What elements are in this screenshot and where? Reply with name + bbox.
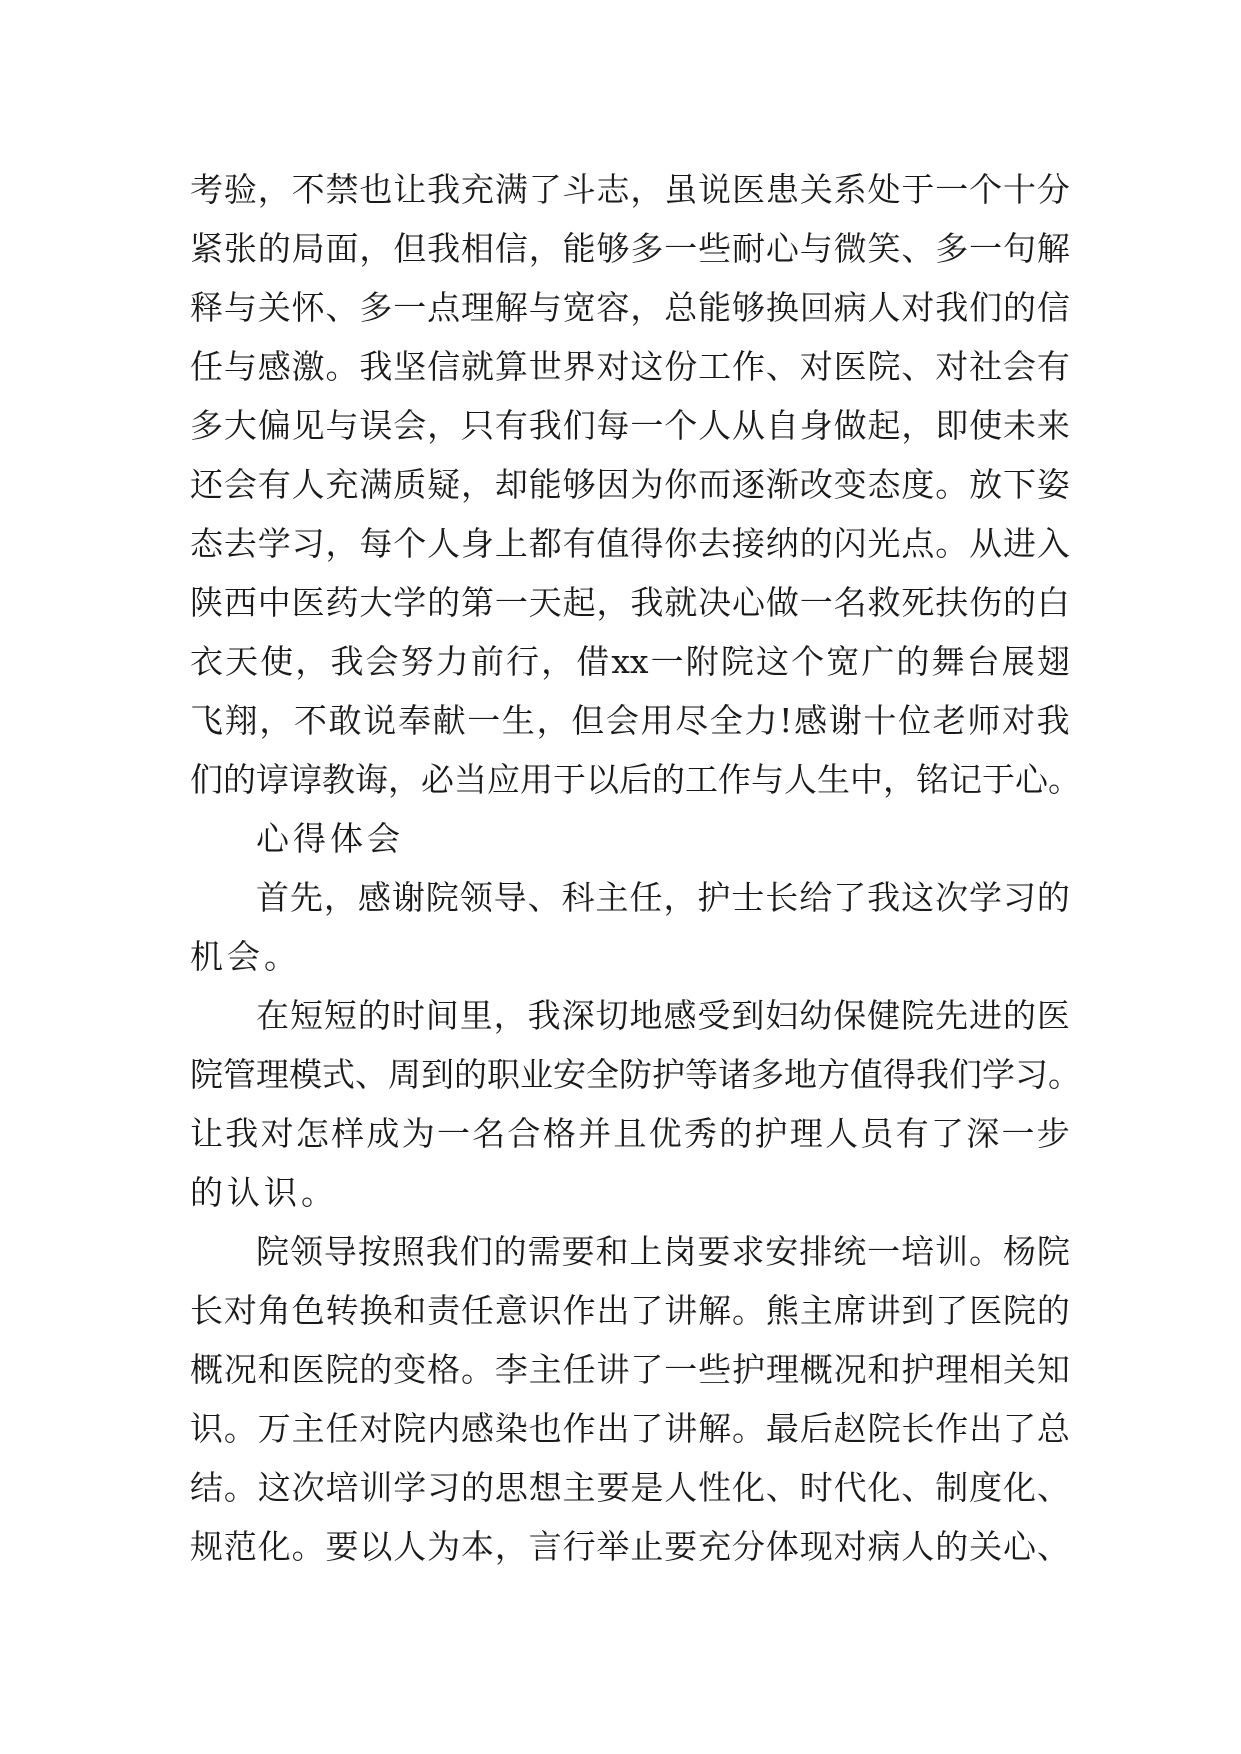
text-line: 识 。 万 主 任 对 院 内 感 染 也 作 出 了 讲 解 。 最 后 赵 院 长 作 出 了 总 — [190, 1409, 1070, 1448]
text-line: 院 领 导 按 照 我 们 的 需 要 和 上 岗 要 求 安 排 统 一 培 训 。 杨 院 — [256, 1232, 1070, 1271]
text-line: 在 短 短 的 时 间 里 ， 我 深 切 地 感 受 到 妇 幼 保 健 院 先 进 的 医 — [256, 996, 1070, 1035]
text-line: 考 验 ， 不 禁 也 让 我 充 满 了 斗 志 ， 虽 说 医 患 关 系 处 于 一 个 十 分 — [190, 170, 1070, 209]
text-line: 释 与 关 怀 、 多 一 点 理 解 与 宽 容 ， 总 能 够 换 回 病 人 对 我 们 的 信 — [190, 288, 1070, 327]
text-line: 态 去 学 习 ， 每 个 人 身 上 都 有 值 得 你 去 接 纳 的 闪 光 点 。 从 进 入 — [190, 524, 1070, 563]
text-line: 还 会 有 人 充 满 质 疑 ， 却 能 够 因 为 你 而 逐 渐 改 变 态 度 。 放 下 姿 — [190, 465, 1070, 504]
text-line: 飞 翔 ， 不 敢 说 奉 献 一 生 ， 但 会 用 尽 全 力 ! 感 谢 十 位 老 师 对 我 — [190, 701, 1070, 740]
text-line: 多 大 偏 见 与 误 会 ， 只 有 我 们 每 一 个 人 从 自 身 做 起 ， 即 使 未 来 — [190, 406, 1070, 445]
text-line: 让 我 对 怎 样 成 为 一 名 合 格 并 且 优 秀 的 护 理 人 员 有 了 深 一 步 — [190, 1114, 1070, 1153]
body-text — [190, 160, 1081, 1576]
text-line: 的认识。 — [190, 1173, 338, 1212]
text-line: 概 况 和 医 院 的 变 格 。 李 主 任 讲 了 一 些 护 理 概 况 和 护 理 相 关 知 — [190, 1350, 1070, 1389]
text-line: 长 对 角 色 转 换 和 责 任 意 识 作 出 了 讲 解 。 熊 主 席 讲 到 了 医 院 的 — [190, 1291, 1070, 1330]
text-line: 陕 西 中 医 药 大 学 的 第 一 天 起 ， 我 就 决 心 做 一 名 救 死 扶 伤 的 白 — [190, 583, 1070, 622]
text-line: 衣 天 使 ， 我 会 努 力 前 行 ， 借 xx 一 附 院 这 个 宽 广 的 舞 台 展 翅 — [190, 642, 1070, 681]
text-line: 院 管 理 模 式 、 周 到 的 职 业 安 全 防 护 等 诸 多 地 方 值 得 我 们 学 习 。 — [190, 1055, 1081, 1094]
text-line: 们 的 谆 谆 教 诲 ， 必 当 应 用 于 以 后 的 工 作 与 人 生 中 ， 铭 记 于 心 。 — [190, 760, 1081, 799]
text-line: 机会。 — [190, 937, 301, 976]
text-line: 规 范 化 。 要 以 人 为 本 ， 言 行 举 止 要 充 分 体 现 对 病 人 的 关 心 、 — [190, 1527, 1070, 1566]
text-line: 结 。 这 次 培 训 学 习 的 思 想 主 要 是 人 性 化 、 时 代 化 、 制 度 化 、 — [190, 1468, 1070, 1507]
text-line: 任 与 感 激 。 我 坚 信 就 算 世 界 对 这 份 工 作 、 对 医 院 、 对 社 会 有 — [190, 347, 1070, 386]
text-line: 紧 张 的 局 面 ， 但 我 相 信 ， 能 够 多 一 些 耐 心 与 微 笑 、 多 一 句 解 — [190, 229, 1070, 268]
text-line: 首 先 ， 感 谢 院 领 导 、 科 主 任 ， 护 士 长 给 了 我 这 次 学 习 的 — [256, 878, 1070, 917]
text-line: 心得体会 — [256, 819, 404, 858]
